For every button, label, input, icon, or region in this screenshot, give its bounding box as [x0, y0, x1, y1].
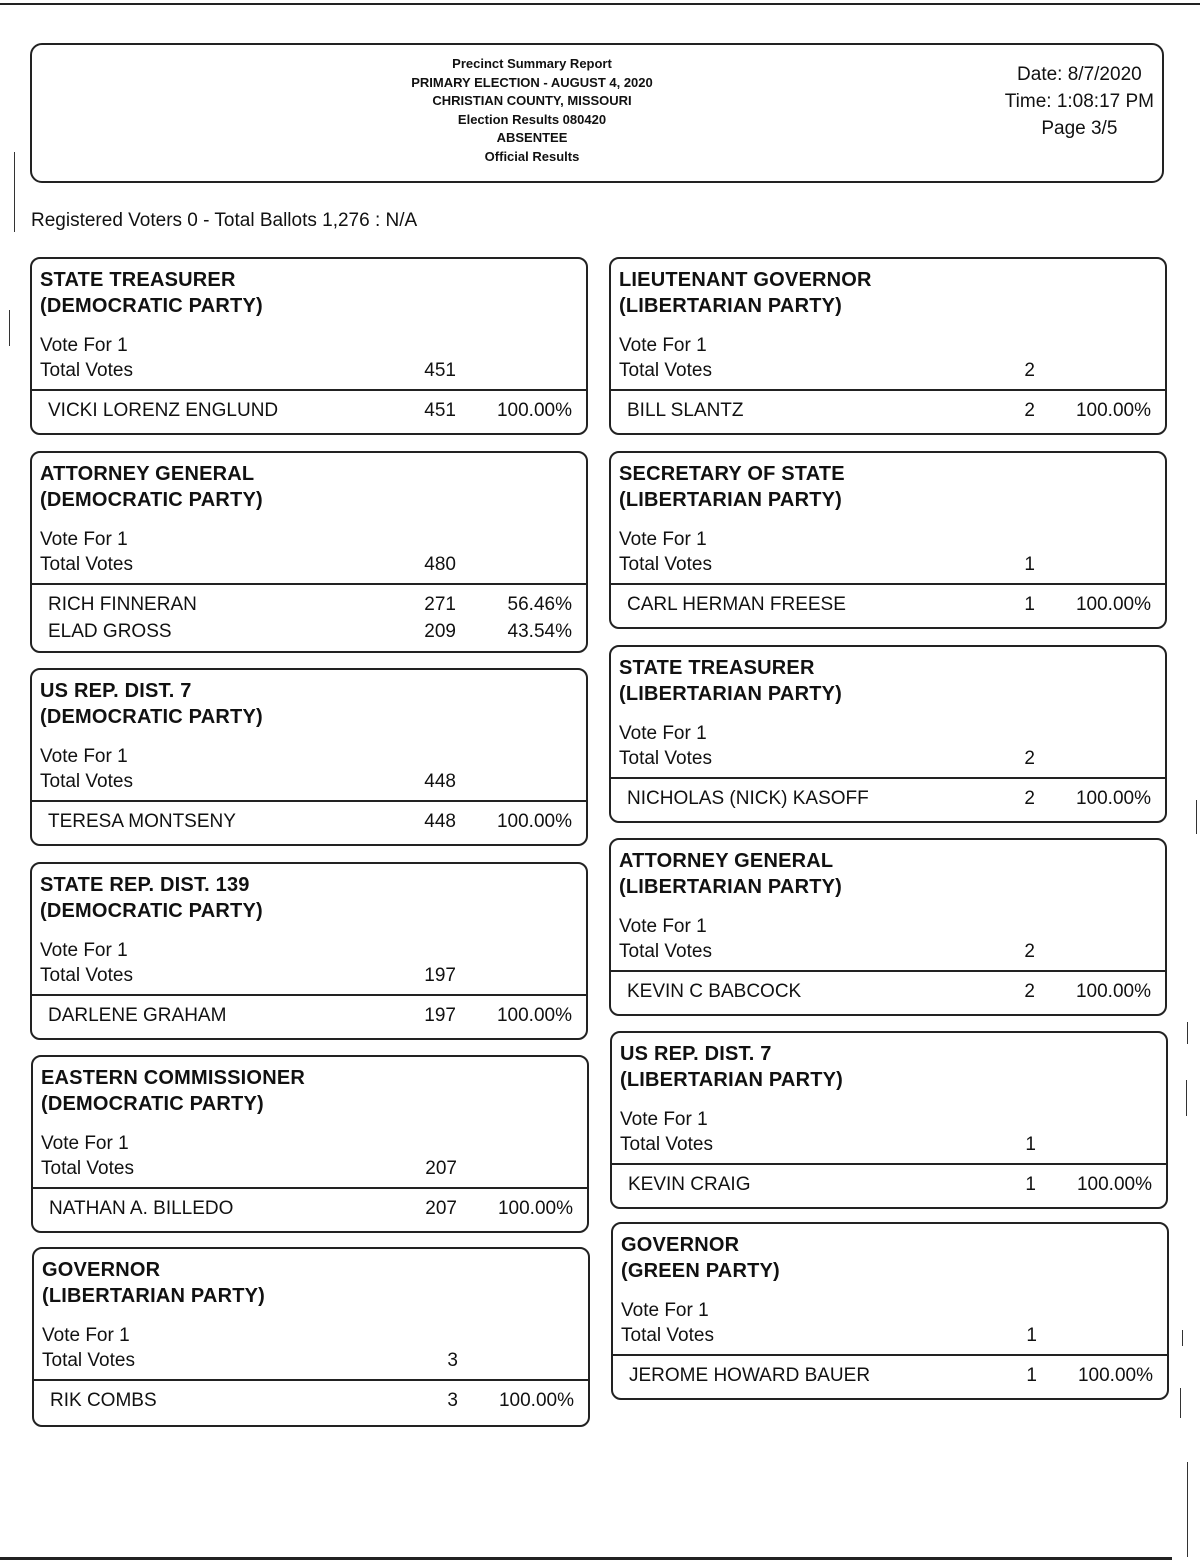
total-votes-label: Total Votes — [620, 1134, 713, 1155]
contest-title — [42, 1257, 265, 1309]
total-votes-label: Total Votes — [42, 1350, 135, 1371]
candidate-row — [33, 1195, 587, 1222]
total-votes-value: 207 — [425, 1158, 457, 1179]
contest-title — [41, 1065, 305, 1117]
divider — [611, 389, 1165, 391]
divider — [32, 583, 586, 585]
candidate-row — [613, 1362, 1167, 1389]
total-votes-value: 448 — [424, 771, 456, 792]
contest-office: ATTORNEY GENERAL — [40, 463, 255, 485]
total-votes-value: 480 — [424, 554, 456, 575]
candidate-percent: 100.00% — [498, 1390, 574, 1411]
vote-for: Vote For 1 — [619, 916, 707, 937]
vote-for: Vote For 1 — [40, 529, 128, 550]
candidate-row — [32, 808, 586, 835]
contest-party: (DEMOCRATIC PARTY) — [40, 295, 263, 317]
total-votes-label: Total Votes — [40, 771, 133, 792]
total-votes-label: Total Votes — [40, 360, 133, 381]
scan-mark — [9, 310, 10, 346]
bottom-border-line — [0, 1557, 1172, 1560]
contest-party: (LIBERTARIAN PARTY) — [42, 1285, 266, 1307]
results-status: Official Results — [484, 148, 580, 164]
candidate-percent: 100.00% — [496, 400, 572, 421]
divider — [611, 777, 1165, 779]
total-votes-label: Total Votes — [40, 965, 133, 986]
candidate-votes: 1 — [1024, 594, 1035, 615]
candidate-row — [611, 785, 1165, 812]
scan-mark — [14, 152, 15, 232]
contest-title — [620, 1041, 843, 1093]
contest-box — [32, 1247, 590, 1427]
candidate-percent: 100.00% — [496, 811, 572, 832]
candidate-votes: 207 — [425, 1198, 457, 1219]
candidate-row — [34, 1387, 588, 1414]
candidate-name: RIK COMBS — [50, 1390, 157, 1411]
contest-party: (LIBERTARIAN PARTY) — [619, 295, 843, 317]
candidate-votes: 1 — [1026, 1365, 1037, 1386]
contest-box — [30, 257, 588, 435]
vote-for: Vote For 1 — [41, 1133, 129, 1154]
contest-party: (DEMOCRATIC PARTY) — [40, 900, 263, 922]
candidate-row — [611, 591, 1165, 618]
contest-party: (GREEN PARTY) — [621, 1260, 780, 1282]
candidate-percent: 56.46% — [507, 594, 572, 615]
report-header — [30, 43, 1164, 183]
divider — [611, 970, 1165, 972]
contest-title — [40, 678, 263, 730]
scan-mark — [1186, 1080, 1187, 1116]
candidate-name: DARLENE GRAHAM — [48, 1005, 227, 1026]
vote-for: Vote For 1 — [619, 723, 707, 744]
total-votes-value: 3 — [447, 1350, 458, 1371]
candidate-row — [32, 397, 586, 424]
candidate-votes: 2 — [1024, 981, 1035, 1002]
vote-for: Vote For 1 — [619, 335, 707, 356]
contest-box — [610, 1031, 1168, 1209]
candidate-name: VICKI LORENZ ENGLUND — [48, 400, 279, 421]
contest-office: GOVERNOR — [42, 1259, 161, 1281]
candidate-row — [611, 978, 1165, 1005]
contest-office: STATE TREASURER — [40, 269, 236, 291]
total-votes-value: 2 — [1024, 360, 1035, 381]
candidate-name: ELAD GROSS — [48, 621, 172, 642]
contest-box — [611, 1222, 1169, 1400]
divider — [32, 389, 586, 391]
contest-title — [619, 848, 842, 900]
candidate-votes: 448 — [424, 811, 456, 832]
candidate-votes: 197 — [424, 1005, 456, 1026]
contest-party: (LIBERTARIAN PARTY) — [619, 876, 843, 898]
contest-title — [40, 872, 263, 924]
total-votes-value: 197 — [424, 965, 456, 986]
scan-mark — [1187, 1462, 1188, 1557]
vote-for: Vote For 1 — [620, 1109, 708, 1130]
vote-for: Vote For 1 — [40, 746, 128, 767]
contest-office: ATTORNEY GENERAL — [619, 850, 834, 872]
total-votes-value: 1 — [1024, 554, 1035, 575]
candidate-votes: 2 — [1024, 400, 1035, 421]
contest-box — [609, 257, 1167, 435]
candidate-votes: 209 — [424, 621, 456, 642]
candidate-name: RICH FINNERAN — [48, 594, 197, 615]
total-votes-label: Total Votes — [41, 1158, 134, 1179]
divider — [612, 1163, 1166, 1165]
ballot-summary: Registered Voters 0 - Total Ballots 1,276 : N/A — [31, 210, 418, 231]
candidate-row — [32, 591, 586, 618]
contest-title — [619, 267, 872, 319]
total-votes-label: Total Votes — [619, 748, 712, 769]
candidate-name: NICHOLAS (NICK) KASOFF — [627, 788, 869, 809]
contest-box — [30, 862, 588, 1040]
divider — [32, 800, 586, 802]
vote-for: Vote For 1 — [619, 529, 707, 550]
candidate-name: TERESA MONTSENY — [48, 811, 236, 832]
contest-office: GOVERNOR — [621, 1234, 740, 1256]
scan-mark — [1180, 1388, 1181, 1418]
top-border-line — [0, 3, 1200, 5]
divider — [33, 1187, 587, 1189]
contest-box — [609, 451, 1167, 629]
total-votes-label: Total Votes — [40, 554, 133, 575]
scan-mark — [1196, 800, 1197, 834]
contest-title — [619, 655, 842, 707]
candidate-name: CARL HERMAN FREESE — [627, 594, 846, 615]
contest-box — [30, 451, 588, 653]
candidate-percent: 100.00% — [496, 1005, 572, 1026]
candidate-name: KEVIN C BABCOCK — [627, 981, 802, 1002]
vote-for: Vote For 1 — [42, 1325, 130, 1346]
county-name: CHRISTIAN COUNTY, MISSOURI — [432, 93, 632, 108]
candidate-percent: 100.00% — [1075, 981, 1151, 1002]
contest-box — [609, 645, 1167, 823]
contest-office: STATE REP. DIST. 139 — [40, 874, 250, 896]
vote-for: Vote For 1 — [621, 1300, 709, 1321]
total-votes-value: 451 — [424, 360, 456, 381]
candidate-name: NATHAN A. BILLEDO — [49, 1198, 234, 1219]
candidate-row — [32, 618, 586, 645]
scan-mark — [1182, 1330, 1183, 1346]
candidate-votes: 3 — [447, 1390, 458, 1411]
candidate-percent: 100.00% — [497, 1198, 573, 1219]
candidate-votes: 271 — [424, 594, 456, 615]
report-date: Date: 8/7/2020 — [1017, 64, 1142, 85]
candidate-row — [611, 397, 1165, 424]
candidate-name: JEROME HOWARD BAUER — [629, 1365, 871, 1386]
candidate-votes: 2 — [1024, 788, 1035, 809]
candidate-name: KEVIN CRAIG — [628, 1174, 751, 1195]
candidate-percent: 100.00% — [1075, 400, 1151, 421]
total-votes-label: Total Votes — [619, 554, 712, 575]
total-votes-value: 2 — [1024, 748, 1035, 769]
divider — [32, 994, 586, 996]
contest-title — [40, 461, 263, 513]
vote-for: Vote For 1 — [40, 335, 128, 356]
contest-box — [31, 1055, 589, 1233]
total-votes-value: 1 — [1026, 1325, 1037, 1346]
total-votes-label: Total Votes — [619, 941, 712, 962]
page-number: Page 3/5 — [1041, 118, 1118, 139]
contest-box — [609, 838, 1167, 1016]
contest-title — [40, 267, 263, 319]
candidate-name: BILL SLANTZ — [627, 400, 744, 421]
divider — [611, 583, 1165, 585]
report-meta — [1005, 61, 1154, 142]
contest-party: (LIBERTARIAN PARTY) — [619, 489, 843, 511]
candidate-votes: 1 — [1025, 1174, 1036, 1195]
contest-title — [619, 461, 845, 513]
divider — [34, 1379, 588, 1381]
candidate-percent: 43.54% — [507, 621, 572, 642]
candidate-row — [32, 1002, 586, 1029]
contest-office: SECRETARY OF STATE — [619, 463, 845, 485]
scan-mark — [1187, 1022, 1188, 1044]
candidate-votes: 451 — [424, 400, 456, 421]
report-title: Precinct Summary Report — [452, 56, 612, 71]
total-votes-label: Total Votes — [619, 360, 712, 381]
total-votes-value: 1 — [1025, 1134, 1036, 1155]
candidate-percent: 100.00% — [1075, 788, 1151, 809]
total-votes-value: 2 — [1024, 941, 1035, 962]
candidate-percent: 100.00% — [1076, 1174, 1152, 1195]
candidate-row — [612, 1171, 1166, 1198]
candidate-percent: 100.00% — [1075, 594, 1151, 615]
contest-party: (DEMOCRATIC PARTY) — [41, 1093, 264, 1115]
contest-office: US REP. DIST. 7 — [40, 680, 192, 702]
contest-party: (DEMOCRATIC PARTY) — [40, 489, 263, 511]
contest-party: (LIBERTARIAN PARTY) — [619, 683, 843, 705]
contest-office: EASTERN COMMISSIONER — [41, 1067, 306, 1089]
precinct-name: ABSENTEE — [496, 130, 568, 145]
contest-title — [621, 1232, 780, 1284]
vote-for: Vote For 1 — [40, 940, 128, 961]
election-name: PRIMARY ELECTION - AUGUST 4, 2020 — [411, 74, 653, 90]
divider — [613, 1354, 1167, 1356]
contest-office: LIEUTENANT GOVERNOR — [619, 269, 872, 291]
report-time: Time: 1:08:17 PM — [1004, 91, 1154, 112]
results-id: Election Results 080420 — [457, 111, 607, 127]
candidate-percent: 100.00% — [1077, 1365, 1153, 1386]
contest-box — [30, 668, 588, 846]
contest-party: (LIBERTARIAN PARTY) — [620, 1069, 844, 1091]
contest-office: US REP. DIST. 7 — [620, 1043, 772, 1065]
contest-office: STATE TREASURER — [619, 657, 815, 679]
contest-party: (DEMOCRATIC PARTY) — [40, 706, 263, 728]
total-votes-label: Total Votes — [621, 1325, 714, 1346]
report-title-block — [332, 55, 732, 166]
